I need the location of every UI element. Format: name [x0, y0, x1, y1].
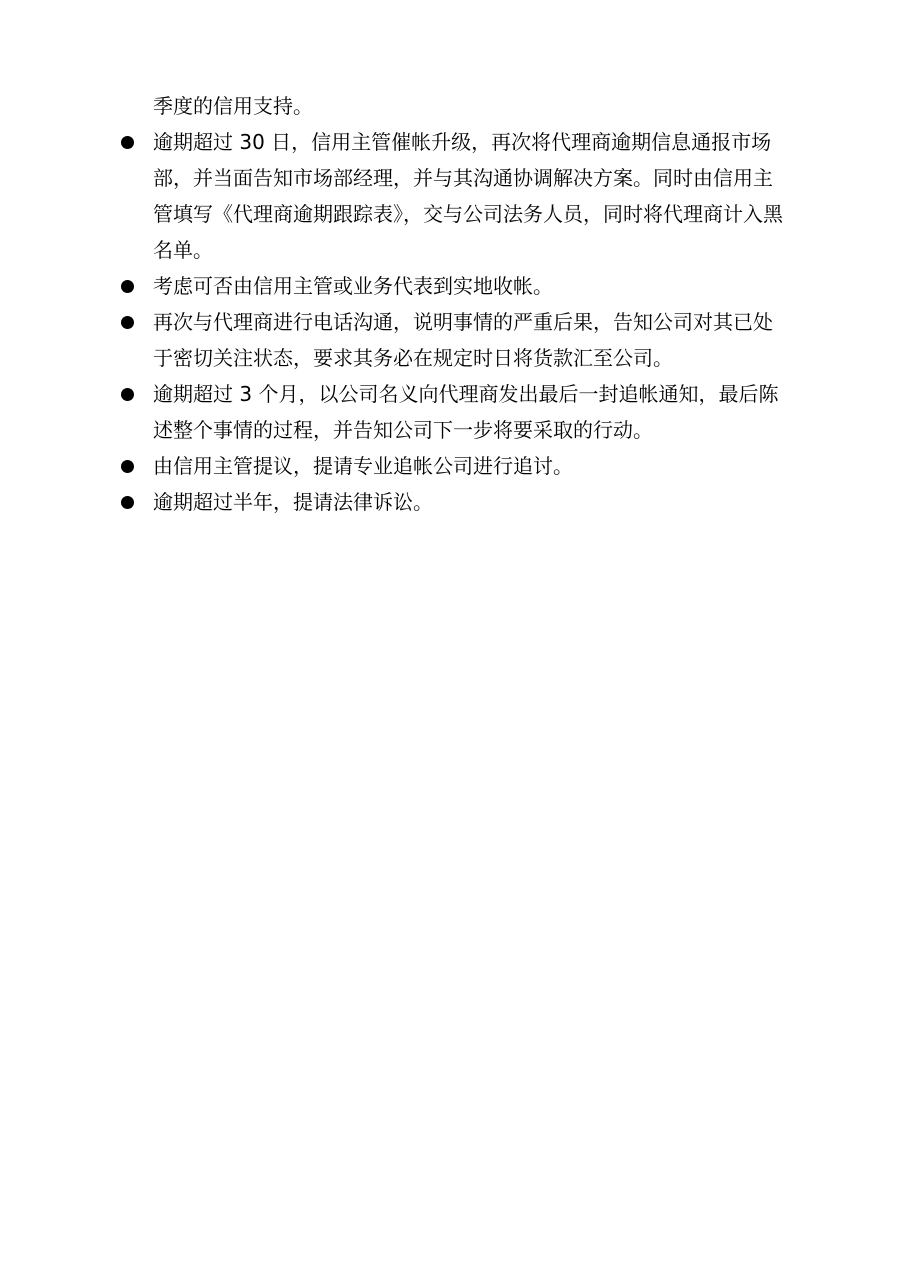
list-item-text: [153, 124, 830, 268]
continuation-text: 季度的信用支持。: [153, 94, 313, 118]
text-line: 逾期超过半年，提请法律诉讼。: [153, 490, 433, 514]
list-item: [120, 304, 830, 376]
list-item-text: [153, 304, 830, 376]
bullet-icon: [121, 136, 134, 149]
text-line: 考虑可否由信用主管或业务代表到实地收帐。: [153, 274, 553, 298]
bullet-icon: [121, 496, 134, 509]
text-line: 逾期超过 3 个月，以公司名义向代理商发出最后一封追帐通知，最后陈: [153, 382, 779, 406]
text-line: 逾期超过 30 日，信用主管催帐升级，再次将代理商逾期信息通报市场: [153, 130, 772, 154]
bullet-icon: [121, 280, 134, 293]
bullet-icon: [121, 388, 134, 401]
list-item-text: [153, 484, 830, 520]
bullet-list: [120, 124, 830, 520]
list-item: [120, 448, 830, 484]
list-item-text: [153, 268, 830, 304]
list-item: [120, 268, 830, 304]
text-line: 管填写《代理商逾期跟踪表》，交与公司法务人员，同时将代理商计入黑: [153, 202, 783, 226]
bullet-icon: [121, 316, 134, 329]
list-item-text: [153, 448, 830, 484]
list-item: [120, 376, 830, 448]
list-item: [120, 124, 830, 268]
list-item-text: [153, 376, 830, 448]
document-body: [120, 88, 830, 520]
text-line: 述整个事情的过程，并告知公司下一步将要采取的行动。: [153, 418, 653, 442]
bullet-icon: [121, 460, 134, 473]
text-line: 名单。: [153, 238, 213, 262]
text-line: 由信用主管提议，提请专业追帐公司进行追讨。: [153, 454, 573, 478]
list-item: [120, 484, 830, 520]
text-line: 再次与代理商进行电话沟通，说明事情的严重后果，告知公司对其已处: [153, 310, 773, 334]
text-line: 于密切关注状态，要求其务必在规定时日将货款汇至公司。: [153, 346, 673, 370]
text-line: 部，并当面告知市场部经理，并与其沟通协调解决方案。同时由信用主: [153, 166, 773, 190]
